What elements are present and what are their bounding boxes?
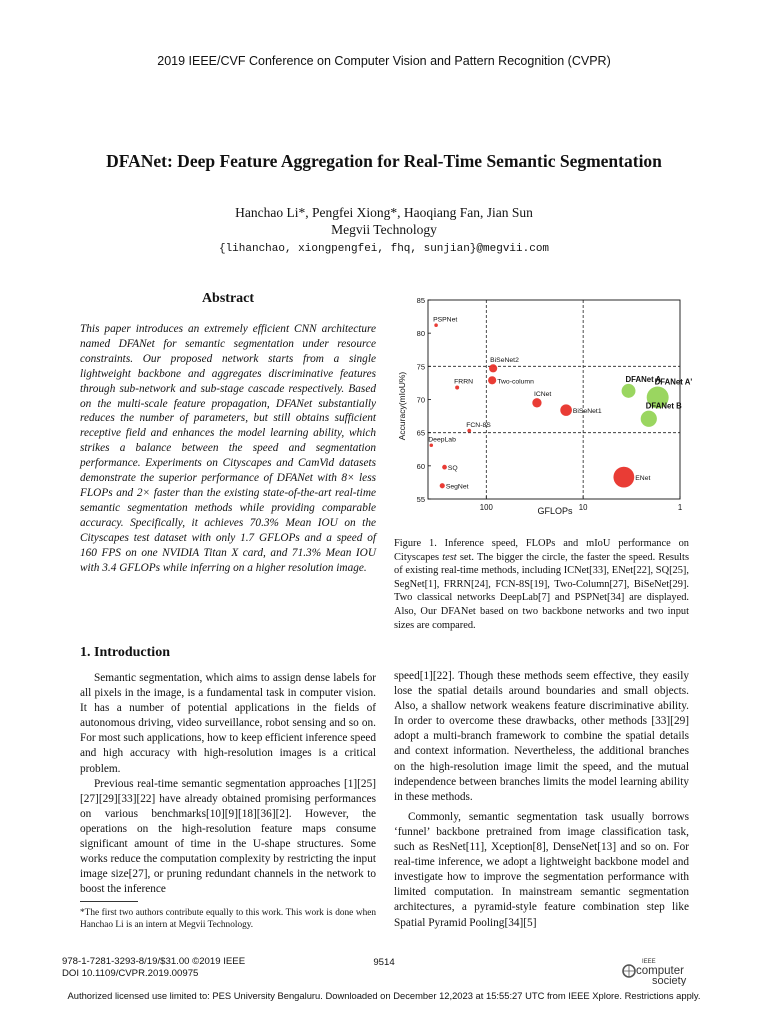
point-frrn [455, 386, 459, 390]
intro-right-column [394, 669, 689, 931]
chart-points [430, 323, 669, 488]
logo-society-text: society [652, 975, 687, 986]
label-sq: SQ [447, 465, 458, 473]
footnote-rule [80, 901, 138, 902]
chart-point-labels [428, 316, 692, 490]
chart-gridlines [428, 300, 680, 499]
label-bisenet2: BiSeNet2 [490, 357, 519, 365]
affiliation: Megvii Technology [331, 222, 437, 237]
authorized-use-notice: Authorized licensed use limited to: PES University Bengaluru. Downloaded on December 12,2023 at 15:55:27 UTC from IEEE Xplore. Restrictions apply. [67, 990, 701, 1001]
y-tick-label-55: 55 [416, 495, 425, 504]
x-tick-label-1: 1 [677, 503, 683, 512]
chart-frame [428, 300, 680, 499]
x-tick-label-10: 10 [578, 503, 588, 512]
footnote: *The first two authors contribute equally to this work. This work is done when Hanchao Li is an intern at Megvii Technology. [80, 908, 376, 930]
point-two-column [488, 376, 496, 384]
label-segnet: SegNet [445, 483, 469, 491]
point-segnet [440, 483, 445, 488]
y-tick-label-70: 70 [416, 395, 425, 405]
point-enet [613, 467, 634, 488]
intro-left-column [80, 671, 376, 897]
caption-test-word: test [442, 551, 457, 563]
x-tick-label-100: 100 [479, 503, 493, 512]
label-bisenet1: BiSeNet1 [572, 408, 602, 416]
abstract-heading: Abstract [201, 291, 255, 306]
ieee-computer-society-logo [620, 956, 700, 986]
y-tick-label-85: 85 [416, 296, 425, 305]
conference-header: 2019 IEEE/CVF Conference on Computer Vision and Pattern Recognition (CVPR) [157, 54, 611, 68]
caption-suffix: set. The bigger the circle, the faster the speed. Results of existing real-time methods, including ICNet[33], ENet[22], SQ[25], SegNet[1], FRRN[24], FCN-8S[19], Two-Column[27], BiSeNet[29]. Two classical networks DeepLab[7] and PSPNet[34] are displayed. Also, Our DFANet based on two backbone networks and two input sizes are compared. [394, 551, 689, 631]
label-icnet: ICNet [533, 391, 552, 399]
chart-axes [428, 300, 680, 499]
point-bisenet1 [560, 404, 572, 416]
label-dfanet-a: DFANet A [625, 374, 662, 384]
point-deeplab [430, 443, 434, 447]
author-list: Hanchao Li*, Pengfei Xiong*, Haoqiang Fan, Jian Sun [235, 205, 533, 220]
intro-paragraph-2: Previous real-time semantic segmentation approaches [1][25][27][29][33][22] have already obtained promising performances on various benchmarks[10][9][18][36][2]. However, the operations on the high-resolution feature maps consume significant amount of time in the U-shape structures. Some works reduce the computation complexity by restricting the input image size[27], or pruning redundant channels in the network to boost the inference [80, 777, 376, 896]
label-frrn: FRRN [454, 378, 474, 386]
paper-title: DFANet: Deep Feature Aggregation for Real-Time Semantic Segmentation [106, 151, 662, 171]
point-dfanet-a [622, 384, 636, 398]
y-tick-label-65: 65 [416, 428, 425, 438]
intro-paragraph-4: Commonly, semantic segmentation task usually borrows ‘funnel’ backbone pretrained from image classification task, such as ResNet[11], Xception[8], DenseNet[13] and so on. For real-time inference, we adopt a lightweight backbone model and investigate how to improve the segmentation performance with limited computation. In mainstream semantic segmentation architectures, a pyramid-style feature combination step like Spatial Pyramid Pooling[34][5] [394, 810, 689, 929]
point-pspnet [434, 323, 438, 327]
figure-1-chart [388, 292, 694, 520]
y-tick-label-60: 60 [416, 461, 425, 471]
intro-paragraph-1: Semantic segmentation, which aims to assign dense labels for all pixels in the image, is a fundamental task in computer vision. It has a number of potential applications in the fields of autonomous driving, video surveillance, robot sensing and so on. For most such applications, how to keep efficient inference speed and high accuracy with high-resolution images is a critical problem. [80, 672, 376, 775]
y-tick-label-80: 80 [416, 329, 425, 339]
introduction-heading: 1. Introduction [80, 645, 170, 660]
footer-doi: DOI 10.1109/CVPR.2019.00975 [62, 967, 199, 979]
page-number: 9514 [373, 957, 395, 968]
abstract-text: This paper introduces an extremely efficient CNN architecture named DFANet for semantic segmentation under resource constraints. Our proposed network starts from a single lightweight backbone and aggregates discriminative features through sub-network and sub-stage cascade respectively. Based on the multi-scale feature propagation, DFANet substantially reduces the number of parameters, but still obtains sufficient receptive field and enhances the model learning ability, which strikes a balance between the speed and segmentation performance. Experiments on Cityscapes and CamVid datasets demonstrate the superior performance of DFANet with 8× less FLOPs and 2× faster than the existing state-of-the-art real-time semantic segmentation methods while providing comparable accuracy. Specifically, it achieves 70.3% Mean IOU on the Cityscapes test dataset with only 1.7 GFLOPs and a speed of 160 FPS on one NVIDIA Titan X card, and 71.3% Mean IOU with 3.4 GFLOPs while inferring on a higher resolution image. [80, 323, 376, 574]
label-enet: ENet [635, 475, 651, 483]
author-emails: {lihanchao, xiongpengfei, fhq, sunjian}@megvii.com [218, 243, 550, 255]
logo-computer-text: computer [636, 965, 684, 977]
label-dfanet-a: DFANet A' [654, 377, 693, 387]
chart-x-axis-label: GFLOPs [537, 506, 573, 516]
label-pspnet: PSPNet [433, 316, 458, 324]
figure-1-caption [394, 537, 689, 632]
label-dfanet-b: DFANet B [645, 401, 682, 411]
label-deeplab: DeepLab [428, 436, 456, 444]
chart-y-axis-label: Accuracy(mIoU%) [397, 371, 407, 441]
intro-paragraph-3: speed[1][22]. Though these methods seem effective, they easily lose the spatial details around boundaries and small objects. Also, a shallow network weakens feature discriminative ability. In order to overcome these drawbacks, other methods [33][29] adopt a multi-branch framework to combine the spatial details and context information. Nevertheless, the additional branches on the high-resolution image limit the speed, and the mutual independence between branches limits the model learning ability in these methods. [394, 670, 689, 803]
point-fcn-8s [467, 429, 471, 433]
point-icnet [532, 398, 541, 407]
point-bisenet2 [489, 364, 497, 372]
footer-isbn: 978-1-7281-3293-8/19/$31.00 ©2019 IEEE [62, 956, 246, 967]
y-tick-label-75: 75 [416, 362, 425, 372]
label-two-column: Two-column [497, 378, 534, 386]
point-dfanet-b [641, 411, 657, 427]
label-fcn-8s: FCN-8S [466, 421, 491, 429]
point-sq [442, 465, 447, 470]
logo-ieee-text: IEEE [642, 959, 656, 965]
caption-prefix: Figure 1. Inference speed, FLOPs and mIoU performance on Cityscapes [394, 538, 689, 563]
